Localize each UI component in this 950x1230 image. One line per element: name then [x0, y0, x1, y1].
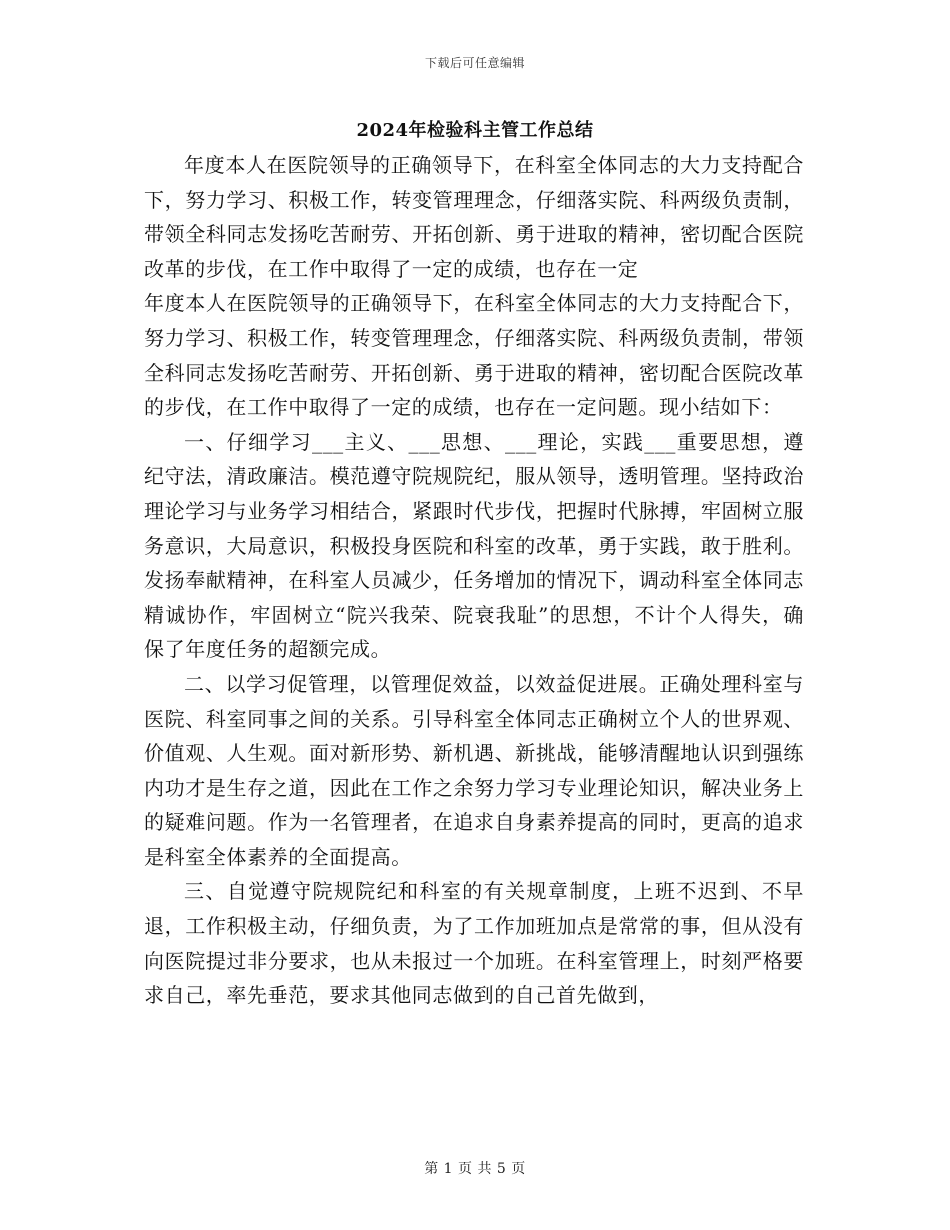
paragraph-intro-fragment: 年度本人在医院领导的正确领导下，在科室全体同志的大力支持配合下，努力学习、积极工作，转变管理理念，仔细落实院、科两级负责制，带领全科同志发扬吃苦耐劳、开拓创新、勇于进取的精神，密切配合医院改革的步伐，在工作中取得了一定的成绩，也存在一定 [144, 153, 804, 281]
paragraph-section-1: 一、仔细学习___主义、___思想、___理论，实践___重要思想，遵纪守法，清政廉洁。模范遵守院规院纪，服从领导，透明管理。坚持政治理论学习与业务学习相结合，紧跟时代步伐，把握时代脉搏，牢固树立服务意识，大局意识，积极投身医院和科室的改革，勇于实践，敢于胜利。发扬奉献精神，在科室人员减少，任务增加的情况下，调动科室全体同志精诚协作，牢固树立“院兴我荣、院衰我耻”的思想，不计个人得失，确保了年度任务的超额完成。 [144, 429, 804, 662]
paragraph-section-3: 三、自觉遵守院规院纪和科室的有关规章制度，上班不迟到、不早退，工作积极主动，仔细负责，为了工作加班加点是常常的事，但从没有向医院提过非分要求，也从未报过一个加班。在科室管理上，时刻严格要求自己，率先垂范，要求其他同志做到的自己首先做到， [144, 879, 804, 1008]
document-title: 2024年检验科主管工作总结 [356, 120, 594, 141]
paragraph-intro: 年度本人在医院领导的正确领导下，在科室全体同志的大力支持配合下，努力学习、积极工作，转变管理理念，仔细落实院、科两级负责制，带领全科同志发扬吃苦耐劳、开拓创新、勇于进取的精神，密切配合医院改革的步伐，在工作中取得了一定的成绩，也存在一定问题。现小结如下： [144, 291, 804, 420]
page-header-note: 下载后可任意编辑 [424, 56, 525, 70]
page-number-footer: 第 1 页 共 5 页 [424, 1161, 526, 1177]
paragraph-section-2: 二、以学习促管理，以管理促效益，以效益促进展。正确处理科室与医院、科室同事之间的关系。引导科室全体同志正确树立个人的世界观、价值观、人生观。面对新形势、新机遇、新挑战，能够清醒地认识到强练内功才是生存之道，因此在工作之余努力学习专业理论知识，解决业务上的疑难问题。作为一名管理者，在追求自身素养提高的同时，更高的追求是科室全体素养的全面提高。 [144, 671, 804, 869]
document-body [144, 148, 804, 1013]
